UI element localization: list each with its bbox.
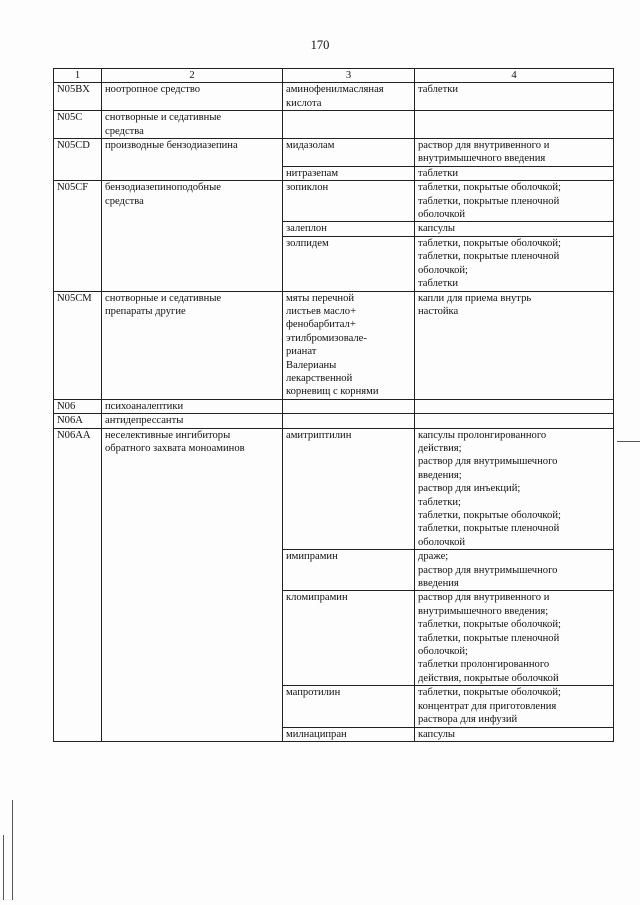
atc-code-cell: N05CD	[54, 139, 102, 181]
header-row	[54, 69, 614, 83]
cell-line: капсулы	[418, 223, 456, 235]
cell-line: оболочкой;	[418, 646, 468, 658]
cell-line: золпидем	[286, 237, 329, 249]
atc-code-cell: N05CM	[54, 291, 102, 399]
cell-line: настойка	[418, 305, 459, 317]
dosage-form-cell	[415, 727, 614, 741]
cell-line: капли для приема внутрь	[418, 292, 532, 304]
cell-line: введения	[418, 578, 459, 590]
atc-code-cell: N06AA	[54, 428, 102, 741]
cell-line: препараты другие	[105, 305, 186, 317]
dosage-form-cell	[415, 291, 614, 399]
dosage-form-cell	[415, 550, 614, 591]
drug-name-cell	[283, 291, 415, 399]
cell-line: амитриптилин	[286, 429, 352, 441]
cell-line: психоаналептики	[105, 400, 184, 412]
cell-line: обратного захвата моноаминов	[105, 442, 245, 454]
drug-name-cell	[283, 222, 415, 236]
scan-edge-mark	[3, 835, 4, 900]
dosage-form-cell	[415, 414, 614, 428]
header-cell-4: 4	[415, 69, 614, 83]
cell-line: таблетки, покрытые пленочной	[418, 195, 560, 207]
dosage-form-cell	[415, 236, 614, 291]
cell-line: оболочкой	[418, 209, 466, 221]
cell-line: оболочкой;	[418, 264, 468, 276]
group-name-cell	[102, 111, 283, 139]
drug-name-cell	[283, 236, 415, 291]
cell-line: капсулы пролонгированного	[418, 429, 547, 441]
cell-line: милнаципран	[286, 728, 347, 740]
cell-line: таблетки, покрытые оболочкой;	[418, 619, 561, 631]
cell-line: кислота	[286, 97, 322, 109]
cell-line: таблетки, покрытые пленочной	[418, 632, 560, 644]
table-row	[54, 399, 614, 413]
drug-name-cell	[283, 414, 415, 428]
drug-table	[53, 68, 614, 742]
dosage-form-cell	[415, 222, 614, 236]
table-row	[54, 428, 614, 550]
dosage-form-cell	[415, 181, 614, 222]
cell-line: залеплон	[286, 223, 327, 235]
cell-line: действия;	[418, 442, 462, 454]
cell-line: таблетки	[418, 84, 459, 96]
cell-line: введения;	[418, 469, 462, 481]
group-name-cell	[102, 291, 283, 399]
scan-edge-mark	[12, 800, 13, 900]
cell-line: производные бензодиазепина	[105, 140, 238, 152]
cell-line: таблетки;	[418, 496, 461, 508]
group-name-cell	[102, 139, 283, 181]
drug-name-cell	[283, 591, 415, 686]
cell-line: мапротилин	[286, 687, 341, 699]
cell-line: корневищ с корнями	[286, 386, 379, 398]
cell-line: этилбромизовале-	[286, 332, 367, 344]
cell-line: таблетки, покрытые оболочкой;	[418, 237, 561, 249]
cell-line: ноотропное средство	[105, 84, 201, 96]
drug-name-cell	[283, 111, 415, 139]
cell-line: внутримышечного введения	[418, 153, 546, 165]
dosage-form-cell	[415, 111, 614, 139]
table-row	[54, 139, 614, 167]
cell-line: аминофенилмасляная	[286, 84, 384, 96]
table-row	[54, 414, 614, 428]
drug-name-cell	[283, 399, 415, 413]
drug-name-cell	[283, 727, 415, 741]
cell-line: таблетки, покрытые пленочной	[418, 523, 560, 535]
cell-line: неселективные ингибиторы	[105, 429, 231, 441]
table-row	[54, 181, 614, 222]
atc-code-cell: N06	[54, 399, 102, 413]
cell-line: драже;	[418, 551, 449, 563]
cell-line: средства	[105, 195, 144, 207]
dosage-form-cell	[415, 166, 614, 180]
group-name-cell	[102, 83, 283, 111]
cell-line: таблетки, покрытые оболочкой;	[418, 510, 561, 521]
group-name-cell	[102, 181, 283, 291]
drug-name-cell	[283, 428, 415, 550]
cell-line: раствор для внутривенного и	[418, 140, 550, 152]
cell-line: концентрат для приготовления	[418, 700, 557, 712]
header-cell-3: 3	[283, 69, 415, 83]
atc-code-cell: N06A	[54, 414, 102, 428]
cell-line: фенобарбитал+	[286, 319, 356, 331]
dosage-form-cell	[415, 591, 614, 686]
drug-name-cell	[283, 83, 415, 111]
cell-line: мидазолам	[286, 140, 335, 152]
drug-name-cell	[283, 139, 415, 167]
cell-line: лекарственной	[286, 372, 353, 384]
cell-line: таблетки	[418, 278, 459, 290]
drug-name-cell	[283, 550, 415, 591]
drug-name-cell	[283, 166, 415, 180]
cell-line: таблетки	[418, 167, 459, 179]
cell-line: бензодиазепиноподобные	[105, 182, 221, 194]
scan-edge-mark	[617, 441, 640, 442]
cell-line: раствор для внутривенного и	[418, 592, 550, 604]
dosage-form-cell	[415, 139, 614, 167]
dosage-form-cell	[415, 399, 614, 413]
group-name-cell	[102, 414, 283, 428]
header-cell-1: 1	[54, 69, 102, 83]
cell-line: раствор для внутримышечного	[418, 456, 558, 468]
cell-line: средства	[105, 125, 144, 137]
cell-line: оболочкой	[418, 536, 466, 548]
atc-code-cell: N05CF	[54, 181, 102, 291]
cell-line: имипрамин	[286, 551, 338, 563]
cell-line: раствора для инфузий	[418, 714, 518, 726]
cell-line: раствор для инъекций;	[418, 483, 521, 495]
atc-code-cell: N05C	[54, 111, 102, 139]
header-cell-2: 2	[102, 69, 283, 83]
drug-name-cell	[283, 686, 415, 727]
cell-line: внутримышечного введения;	[418, 605, 549, 617]
group-name-cell	[102, 428, 283, 741]
cell-line: капсулы	[418, 728, 456, 740]
cell-line: снотворные и седативные	[105, 112, 222, 124]
table-row	[54, 83, 614, 111]
group-name-cell	[102, 399, 283, 413]
cell-line: нитразепам	[286, 167, 339, 179]
dosage-form-cell	[415, 83, 614, 111]
table-body	[54, 69, 614, 742]
dosage-form-cell	[415, 428, 614, 550]
cell-line: раствор для внутримышечного	[418, 564, 558, 576]
cell-line: действия, покрытые оболочкой	[418, 672, 559, 684]
page-number: 170	[310, 38, 330, 52]
dosage-form-cell	[415, 686, 614, 727]
cell-line: листьев масло+	[286, 305, 357, 317]
cell-line: таблетки, покрытые оболочкой;	[418, 687, 561, 699]
atc-code-cell: N05BX	[54, 83, 102, 111]
cell-line: Валерианы	[286, 359, 337, 371]
cell-line: зопиклон	[286, 182, 329, 194]
table-row	[54, 291, 614, 399]
drug-name-cell	[283, 181, 415, 222]
cell-line: таблетки пролонгированного	[418, 659, 550, 671]
cell-line: таблетки, покрытые пленочной	[418, 251, 560, 263]
table-row	[54, 111, 614, 139]
cell-line: снотворные и седативные	[105, 292, 222, 304]
cell-line: рианат	[286, 346, 317, 358]
cell-line: кломипрамин	[286, 592, 348, 604]
cell-line: антидепрессанты	[105, 415, 184, 427]
cell-line: таблетки, покрытые оболочкой;	[418, 182, 561, 194]
cell-line: мяты перечной	[286, 292, 355, 304]
